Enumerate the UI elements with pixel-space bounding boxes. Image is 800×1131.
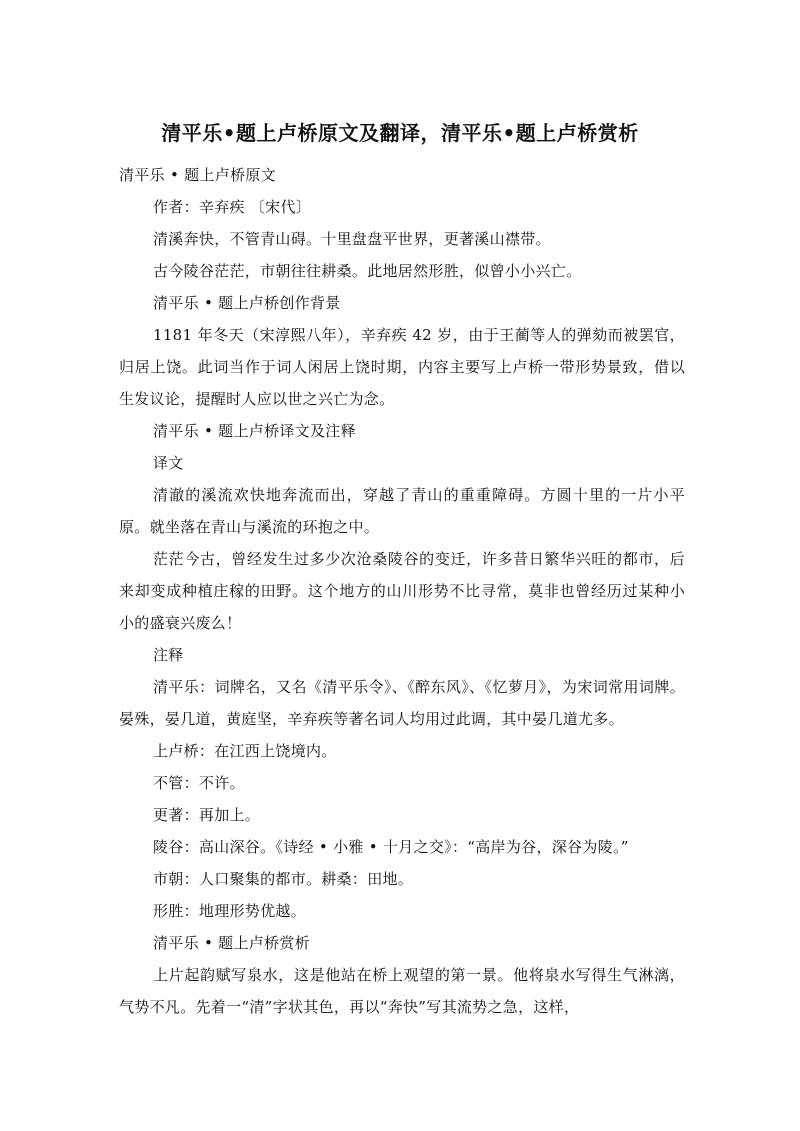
poem-line-2: 古今陵谷茫茫，市朝往往耕桑。此地居然形胜，似曾小小兴亡。 (153, 262, 582, 280)
document-title: 清平乐•题上卢桥原文及翻译，清平乐•题上卢桥赏析 (161, 121, 639, 145)
note-item: 更著：再加上。 (153, 806, 261, 824)
section-heading-original: 清平乐 • 题上卢桥原文 (119, 166, 276, 184)
section-heading-appreciation: 清平乐 • 题上卢桥赏析 (153, 934, 310, 952)
note-item: 形胜：地理形势优越。 (153, 902, 307, 920)
background-paragraph: 1181 年冬天（宋淳熙八年），辛弃疾 42 岁，由于王蔺等人的弹劾而被罢官，归居上饶。此词当作于词人闲居上饶时期，内容主要写上卢桥一带形势景致，借以生发议论，提醒时人应以世之兴亡为念。 (119, 326, 685, 408)
section-heading-background: 清平乐 • 题上卢桥创作背景 (153, 294, 341, 312)
note-item: 不管：不许。 (153, 774, 245, 792)
note-item: 上卢桥：在江西上饶境内。 (153, 742, 337, 760)
translation-paragraph-2: 茫茫今古，曾经发生过多少次沧桑陵谷的变迁，许多昔日繁华兴旺的都市，后来却变成种植庄稼的田野。这个地方的山川形势不比寻常，莫非也曾经历过某种小小的盛衰兴废么！ (119, 550, 685, 632)
note-item: 清平乐：词牌名，又名《清平乐令》、《醉东风》、《忆萝月》，为宋词常用词牌。晏殊，晏几道，黄庭坚，辛弃疾等著名词人均用过此调，其中晏几道尤多。 (119, 678, 685, 728)
section-heading-translation: 清平乐 • 题上卢桥译文及注释 (153, 422, 356, 440)
translation-paragraph-1: 清澈的溪流欢快地奔流而出，穿越了青山的重重障碍。方圆十里的一片小平原。就坐落在青山与溪流的环抱之中。 (119, 486, 685, 536)
subheading-translation: 译文 (153, 454, 184, 472)
document-body (119, 159, 685, 1023)
appreciation-paragraph: 上片起韵赋写泉水，这是他站在桥上观望的第一景。他将泉水写得生气淋漓，气势不凡。先着一“清”字状其色，再以“奔快”写其流势之急，这样， (119, 966, 685, 1016)
author-line: 作者：辛弃疾 〔宋代〕 (153, 198, 312, 216)
subheading-notes: 注释 (153, 646, 184, 664)
note-item: 陵谷：高山深谷。《诗经 • 小雅 • 十月之交》：“高岸为谷，深谷为陵。” (153, 838, 629, 856)
poem-line-1: 清溪奔快，不管青山碍。十里盘盘平世界，更著溪山襟带。 (153, 230, 551, 248)
note-item: 市朝：人口聚集的都市。耕桑：田地。 (153, 870, 414, 888)
